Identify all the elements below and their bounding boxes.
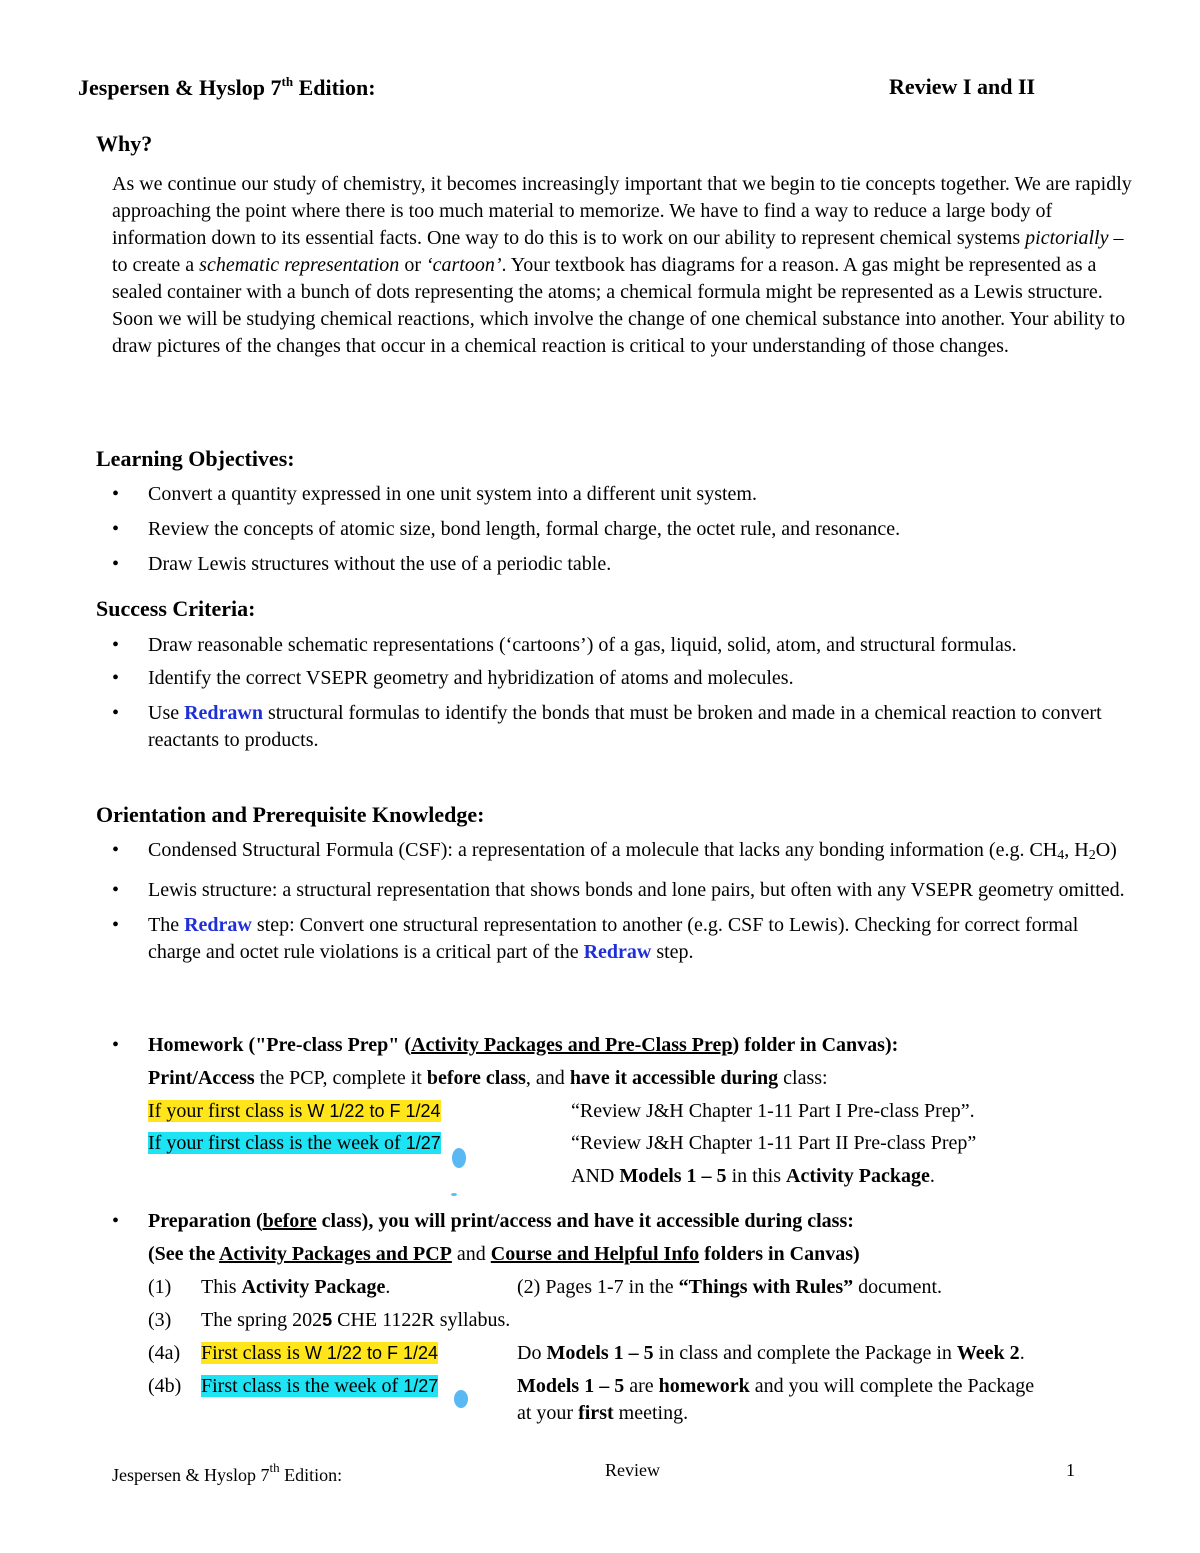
list-item: • Draw Lewis structures without the use of a periodic table. (112, 551, 1132, 578)
prep-item-number: (4a) (148, 1342, 181, 1364)
list-item: • Review the concepts of atomic size, bond length, formal charge, the octet rule, and resonance. (112, 516, 1132, 543)
homework-instructions: Print/Access the PCP, complete it before class, and have it accessible during class: (148, 1067, 828, 1089)
prep-item-syllabus: The spring 2025 CHE 1122R syllabus. (201, 1309, 511, 1331)
prep-option-4b: First class is the week of 1/27 (201, 1375, 439, 1397)
prep-item-activity-package: This Activity Package. (201, 1276, 391, 1298)
list-item: • Draw reasonable schematic representations (‘cartoons’) of a gas, liquid, solid, atom, and structural formulas. (112, 632, 1132, 659)
page-number: 1 (1066, 1460, 1075, 1480)
pcp-part-two: “Review J&H Chapter 1-11 Part II Pre-class Prep” (571, 1132, 977, 1154)
redraw-term: Redraw (184, 914, 252, 936)
footer-title: Jespersen & Hyslop 7th Edition: (112, 1460, 343, 1485)
footer-center: Review (605, 1460, 660, 1480)
redrawn-term: Redrawn (184, 702, 263, 724)
orientation-list (112, 837, 1132, 966)
objectives-heading: Learning Objectives: (96, 446, 295, 471)
list-item: • Identify the correct VSEPR geometry and hybridization of atoms and molecules. (112, 665, 1132, 692)
orientation-heading: Orientation and Prerequisite Knowledge: (96, 802, 485, 827)
homework-item: • Homework ("Pre-class Prep" (Activity Packages and Pre-Class Prep) folder in Canvas): (112, 1032, 1152, 1059)
document-title: Jespersen & Hyslop 7th Edition: (78, 74, 376, 100)
first-class-option-b: If your first class is the week of 1/27 (148, 1132, 441, 1154)
prep-item-number: (1) (148, 1276, 172, 1298)
list-item: • Lewis structure: a structural representation that shows bonds and lone pairs, but often with any VSEPR geometry omitted. (112, 877, 1132, 904)
ink-mark (451, 1193, 457, 1196)
success-list (112, 632, 1132, 754)
ink-mark (452, 1148, 466, 1168)
prep-option-4a-detail: Do Models 1 – 5 in class and complete the Package in Week 2. (517, 1342, 1025, 1364)
why-paragraph: As we continue our study of chemistry, it becomes increasingly important that we begin to tie concepts together. We are rapidly approaching the point where there is too much material to memorize. We have to find a way to reduce a large body of information down to its essential facts. One way to do this is to work on our ability to represent chemical systems pictorially – to create a schematic representation or ‘cartoon’. Your textbook has diagrams for a reason. A gas might be represented as a sealed container with a bunch of dots representing the atoms; a chemical formula might be represented as a Lewis structure. Soon we will be studying chemical reactions, which involve the change of one chemical substance into another. Your ability to draw pictures of the changes that occur in a chemical reaction is critical to your understanding of those changes. (112, 173, 1132, 357)
prep-option-4b-detail: Models 1 – 5 are homework and you will complete the Package (517, 1375, 1035, 1397)
success-heading: Success Criteria: (96, 596, 256, 621)
prep-item-number: (3) (148, 1309, 172, 1331)
first-class-option-a: If your first class is W 1/22 to F 1/24 (148, 1100, 441, 1122)
objectives-list (112, 481, 1132, 578)
redraw-term: Redraw (583, 941, 652, 963)
preparation-item: • Preparation (before class), you will print/access and have it accessible during class: (112, 1208, 1152, 1235)
list-item: • Convert a quantity expressed in one unit system into a different unit system. (112, 481, 1132, 508)
homework-list (112, 1032, 1152, 1059)
prep-option-4b-detail-cont: at your first meeting. (517, 1402, 689, 1424)
list-item: • Use Redrawn structural formulas to identify the bonds that must be broken and made in a chemical reaction to convert reactants to products. (112, 700, 1132, 754)
prep-item-things-with-rules: (2) Pages 1-7 in the “Things with Rules” document. (517, 1276, 943, 1298)
why-heading: Why? (96, 131, 153, 156)
ink-mark (454, 1390, 468, 1408)
prep-item-number: (4b) (148, 1375, 182, 1397)
list-item: • The Redraw step: Convert one structural representation to another (e.g. CSF to Lewis). Checking for correct formal charge and octet rule violations is a critical part of the Redraw step. (112, 912, 1132, 966)
models-note: AND Models 1 – 5 in this Activity Package. (571, 1165, 935, 1187)
pcp-part-one: “Review J&H Chapter 1-11 Part I Pre-class Prep”. (571, 1100, 975, 1122)
document-subtitle: Review I and II (889, 74, 1036, 99)
prep-option-4a: First class is W 1/22 to F 1/24 (201, 1342, 438, 1364)
preparation-folders: (See the Activity Packages and PCP and Course and Helpful Info folders in Canvas) (148, 1243, 860, 1265)
list-item: • Condensed Structural Formula (CSF): a representation of a molecule that lacks any bonding information (e.g. $CH_4$, $H_2O$) (112, 837, 1132, 869)
preparation-list (112, 1208, 1152, 1235)
